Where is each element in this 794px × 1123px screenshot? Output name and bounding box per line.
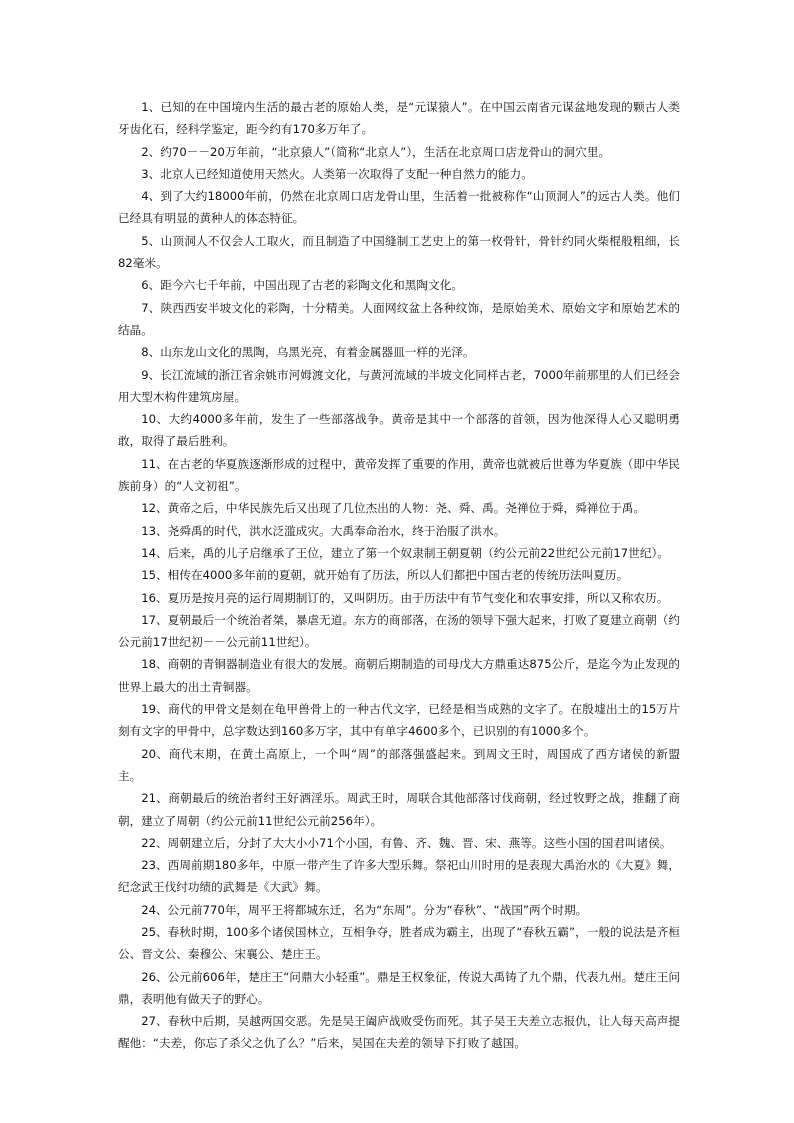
paragraph-17: 17、夏朝最后一个统治者桀，暴虐无道。东方的商部落，在汤的领导下强大起来，打败了夏建立商朝（约公元前17世纪初－－公元前11世纪）。 <box>118 612 681 650</box>
paragraph-6: 6、距今六七千年前，中国出现了古老的彩陶文化和黑陶文化。 <box>141 278 463 293</box>
paragraph-4: 4、到了大约18000年前，仍然在北京周口店龙骨山里，生活着一批被称作“山顶洞人”的远古人类。他们已经具有明显的黄种人的体态特征。 <box>118 189 680 226</box>
paragraph-11: 11、在古老的华夏族逐渐形成的过程中，黄帝发挥了重要的作用，黄帝也就被后世尊为华夏族（即中华民族前身）的“人文初祖”。 <box>118 456 681 494</box>
paragraph-2: 2、约70－－20万年前，“北京猿人”（简称“北京人”），生活在北京周口店龙骨山的洞穴里。 <box>141 144 611 159</box>
paragraph-24: 24、公元前770年，周平王将都城东迁，名为“东周”。分为“春秋”、“战国”两个时期。 <box>141 902 588 917</box>
paragraph-10: 10、大约4000多年前，发生了一些部落战争。黄帝是其中一个部落的首领，因为他深得人心又聪明勇敢，取得了最后胜利。 <box>118 412 680 449</box>
paragraph-12: 12、黄帝之后，中华民族先后又出现了几位杰出的人物：尧、舜、禹。尧禅位于舜，舜禅位于禹。 <box>141 501 646 516</box>
paragraph-1: 1、已知的在中国境内生活的最古老的原始人类，是“元谋猿人”。在中国云南省元谋盆地发现的颗古人类牙齿化石，经科学鉴定，距今约有170多万年了。 <box>118 100 680 137</box>
paragraph-21: 21、商朝最后的统治者纣王好酒淫乐。周武王时，周联合其他部落讨伐商朝，经过牧野之战，推翻了商朝，建立了周朝（约公元前11世纪公元前256年）。 <box>118 791 680 828</box>
paragraph-8: 8、山东龙山文化的黑陶，乌黑光亮，有着金属器皿一样的光泽。 <box>141 345 475 360</box>
paragraph-19: 19、商代的甲骨文是刻在龟甲兽骨上的一种古代文字，已经是相当成熟的文字了。在殷墟出土的15万片刻有文字的甲骨中，总字数达到160多万字，其中有单字4600多个，已识别的有1000多个。 <box>118 702 680 739</box>
paragraph-3: 3、北京人已经知道使用天然火。人类第一次取得了支配一种自然力的能力。 <box>141 166 533 181</box>
paragraph-25: 25、春秋时期，100多个诸侯国林立，互相争夺，胜者成为霸主，出现了“春秋五霸”，一般的说法是齐桓公、晋文公、秦穆公、宋襄公、楚庄王。 <box>118 924 680 962</box>
paragraph-26: 26、公元前606年，楚庄王“问鼎大小轻重”。鼎是王权象征，传说大禹铸了九个鼎，代表九州。楚庄王问鼎，表明他有做天子的野心。 <box>118 969 680 1006</box>
paragraph-9: 9、长江流域的浙江省余姚市河姆渡文化，与黄河流域的半坡文化同样古老，7000年前那里的人们已经会用大型木构件建筑房屋。 <box>118 367 680 404</box>
paragraph-7: 7、陕西西安半坡文化的彩陶，十分精美。人面网纹盆上各种纹饰，是原始美术、原始文字和原始艺术的结晶。 <box>118 300 680 337</box>
paragraph-5: 5、山顶洞人不仅会人工取火，而且制造了中国缝制工艺史上的第一枚骨针，骨针约同火柴棍般粗细，长82毫米。 <box>118 233 680 271</box>
paragraph-16: 16、夏历是按月亮的运行周期制订的，又叫阴历。由于历法中有节气变化和农事安排，所以又称农历。 <box>141 590 669 605</box>
paragraph-13: 13、尧舜禹的时代，洪水泛滥成灾。大禹奉命治水，终于治服了洪水。 <box>141 523 506 538</box>
paragraph-27: 27、春秋中后期，吴越两国交恶。先是吴王阖庐战败受伤而死。其子吴王夫差立志报仇，让人每天高声提醒他：“夫差，你忘了杀父之仇了么？”后来，吴国在夫差的领导下打败了越国。 <box>118 1014 681 1051</box>
document-page <box>118 96 680 1055</box>
paragraph-15: 15、相传在4000多年前的夏朝，就开始有了历法，所以人们都把中国古老的传统历法叫夏历。 <box>141 568 629 583</box>
paragraph-23: 23、西周前期180多年，中原一带产生了许多大型乐舞。祭祀山川时用的是表现大禹治水的《大夏》舞，纪念武王伐纣功绩的武舞是《大武》舞。 <box>118 858 680 895</box>
paragraph-18: 18、商朝的青铜器制造业有很大的发展。商朝后期制造的司母戊大方鼎重达875公斤，是迄今为止发现的世界上最大的出土青铜器。 <box>118 657 680 694</box>
paragraph-14: 14、后来，禹的儿子启继承了王位，建立了第一个奴隶制王朝夏朝（约公元前22世纪公元前17世纪）。 <box>141 545 669 560</box>
paragraph-22: 22、周朝建立后，分封了大大小小71个小国，有鲁、齐、魏、晋、宋、燕等。这些小国的国君叫诸侯。 <box>141 835 672 850</box>
paragraph-20: 20、商代末期，在黄土高原上，一个叫“周”的部落强盛起来。到周文王时，周国成了西方诸侯的新盟主。 <box>118 746 680 783</box>
